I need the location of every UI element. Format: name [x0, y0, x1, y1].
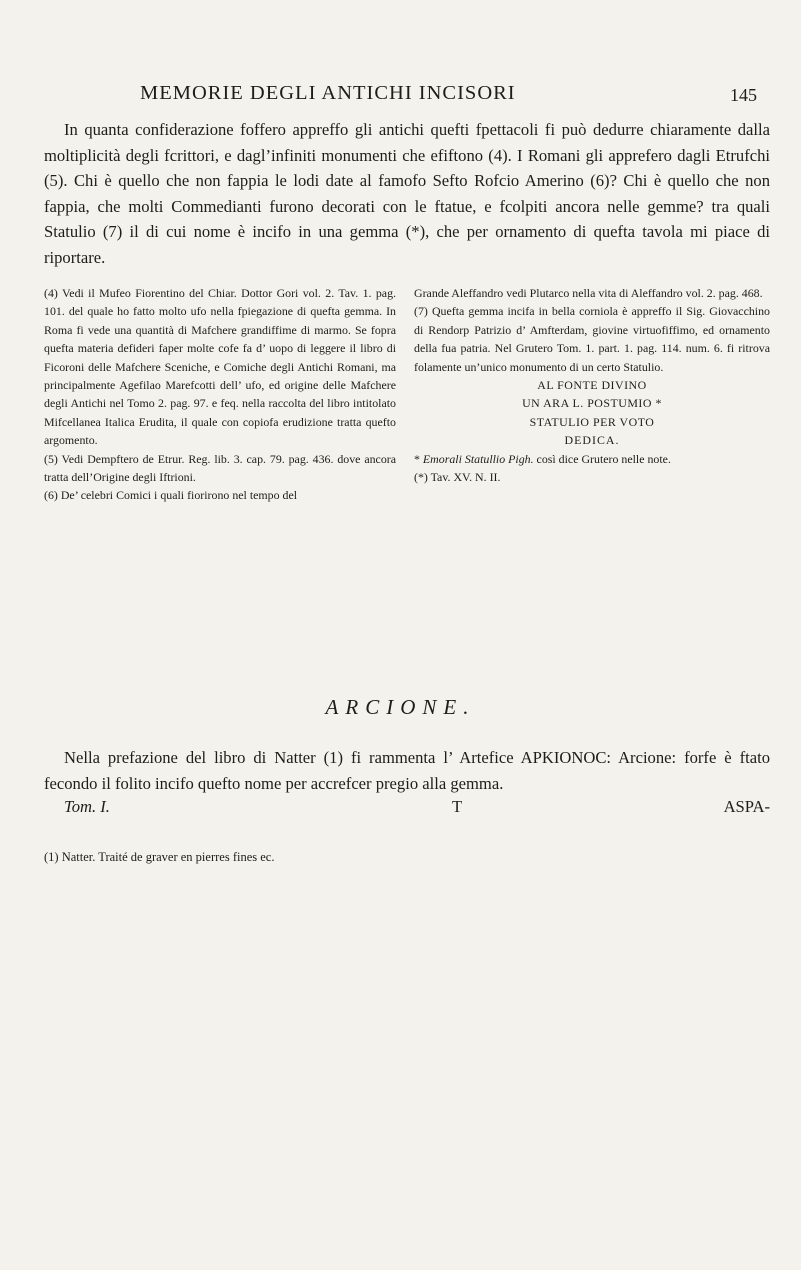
- signature-mark: T: [452, 797, 463, 816]
- star-note-italic: Emorali Statullio Pigh.: [422, 451, 534, 466]
- page-number: 145: [730, 85, 757, 105]
- running-head-title: MEMORIE DEGLI ANTICHI INCISORI: [140, 82, 516, 104]
- note-5: (5) Vedi Dempftero de Etrur. Reg. lib. 3. cap. 79. pag. 436. dove ancora tratta dell’Origine degli Iftrioni.: [44, 451, 396, 485]
- inscription-line: DEDICA.: [564, 433, 620, 448]
- note-4: (4) Vedi il Mufeo Fiorentino del Chiar. Dottor Gori vol. 2. Tav. 1. pag. 101. del quale ho fatto molto ufo nella fpiegazione di quefta gemma. In Roma fi vede una quantità di Mafchere grandiffime di marmo. Se fopra quefta materia defideri faper molte cofe fa d’ uopo di leggere il libro di Ficoroni delle Mafchere Sceniche, e Comiche degli Antichi Romani, ma principalmente Agefilao Marefcotti dell’ ufo, ed origine delle Mafchere degli Antichi nel Tomo 2. pag. 97. e feq. nella raccolta del libro intitolato Mifcellanea Italica Erudita, il quale con copiofa erudizione tratta quefto argomento.: [44, 286, 396, 448]
- star-note: * Emorali Statullio Pigh. così dice Grutero nelle note.: [414, 451, 671, 466]
- inscription-line: AL FONTE DIVINO: [537, 378, 647, 393]
- catchword: ASPA-: [723, 797, 770, 816]
- signature-line: [44, 797, 770, 821]
- notes-left-column: [44, 284, 396, 505]
- section-text: [44, 745, 770, 796]
- note-6: (6) De’ celebri Comici i quali fiorirono nel tempo del: [44, 488, 298, 503]
- volume-label: Tom. I.: [64, 797, 110, 816]
- footnote-1: (1) Natter. Traité de graver en pierres fines ec.: [44, 850, 275, 864]
- inscription-line: STATULIO PER VOTO: [529, 414, 655, 429]
- running-head: [140, 82, 780, 105]
- inscription-line: UN ARA L. POSTUMIO *: [522, 396, 662, 411]
- note-6-continuation: Grande Aleffandro vedi Plutarco nella vita di Aleffandro vol. 2. pag. 468.: [414, 286, 763, 300]
- section-paragraph: Nella prefazione del libro di Natter (1) fi rammenta l’ Artefice APKIONOC: Arcione: forfe è ftato fecondo il folito incifo quefto nome per accrefcer pregio alla gemma.: [44, 748, 770, 793]
- plate-note: (*) Tav. XV. N. II.: [414, 470, 501, 485]
- section-title: ARCIONE.: [325, 695, 476, 719]
- star-note-text: così dice Grutero nelle note.: [533, 451, 671, 466]
- footnote: [44, 848, 770, 866]
- note-7: (7) Quefta gemma incifa in bella corniola è appreffo il Sig. Giovacchino di Rendorp Patrizio d’ Amfterdam, giovine virtuofiffimo, ed ornamento della fua patria. Nel Grutero Tom. 1. part. 1. pag. 114. num. 6. fi ritrova folamente un’unico monumento di un certo Statulio.: [414, 304, 770, 374]
- notes-right-column: [414, 284, 770, 486]
- main-text: [44, 117, 770, 271]
- main-paragraph: In quanta confiderazione foffero appreffo gli antichi quefti fpettacoli fi può dedurre chiaramente dalla moltiplicità degli fcrittori, e dagl’infiniti monumenti che efiftono (4). I Romani gli apprefero dagli Etrufchi (5). Chi è quello che non fappia le lodi date al famofo Sefto Rofcio Amerino (6)? Chi è quello che non fappia, che molti Commedianti furono decorati con le ftatue, e fcolpiti ancora nelle gemme? tra quali Statulio (7) il di cui nome è incifo in una gemma (*), che per ornamento di quefta tavola mi piace di riportare.: [44, 120, 770, 267]
